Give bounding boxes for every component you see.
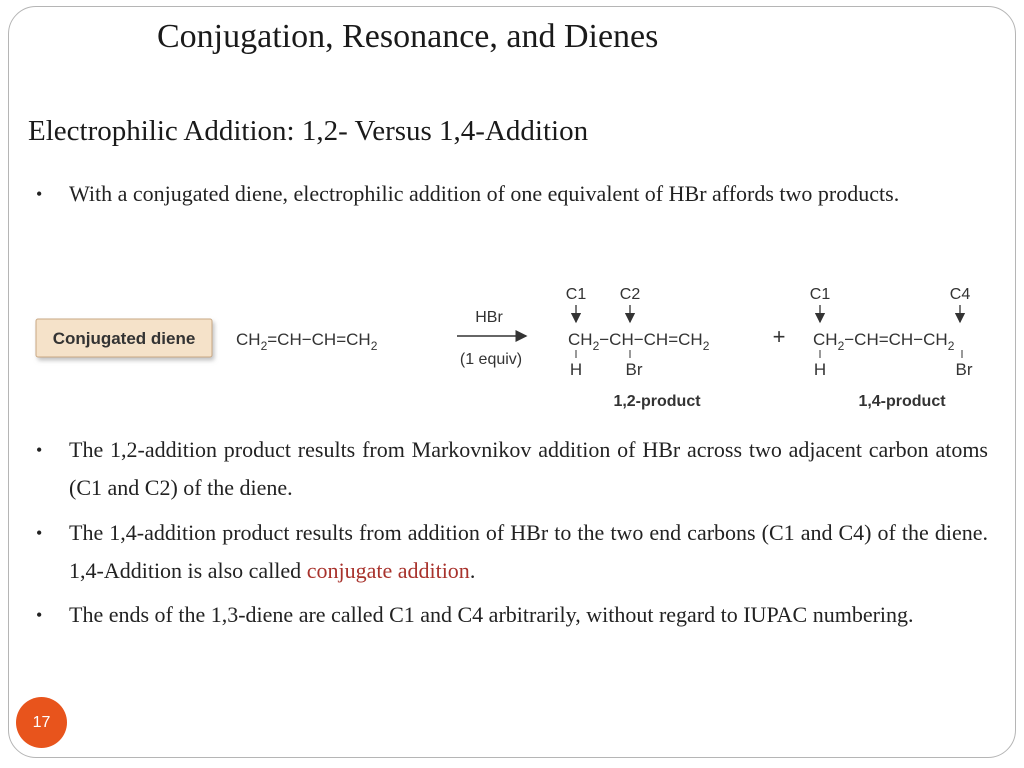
product14-formula: $CH_2-CH=CH-CH_2$ xyxy=(813,330,955,353)
bullet-dot: • xyxy=(36,440,43,460)
reagent-label: HBr xyxy=(475,309,503,326)
bullet-2 xyxy=(36,431,988,507)
bullet-dot: • xyxy=(36,605,43,625)
bullet-1 xyxy=(36,175,988,213)
product12-c1-label: C1 xyxy=(565,286,587,303)
plus-sign: + xyxy=(772,324,786,349)
bullet-2-text: The 1,2-addition product results from Markovnikov addition of HBr across two adjacent carbon atoms (C1 and C2) of the diene. xyxy=(69,437,988,500)
bullet-3-pre: The 1,4-addition product results from addition of HBr to the two end carbons (C1 and C4) of the diene. 1,4-Addition is also called xyxy=(69,520,988,583)
reactant-label: Conjugated diene xyxy=(52,329,196,348)
product14-h: H xyxy=(813,360,827,379)
product12-h: H xyxy=(569,360,583,379)
page-number-badge: 17 xyxy=(16,697,67,748)
slide-subtitle: Electrophilic Addition: 1,2- Versus 1,4-Addition xyxy=(28,115,589,147)
reaction-scheme xyxy=(0,270,1024,420)
bullet-1-text: With a conjugated diene, electrophilic addition of one equivalent of HBr affords two products. xyxy=(69,181,900,206)
product12-formula: $CH_2-CH-CH=CH_2$ xyxy=(568,330,710,353)
bullet-3-text xyxy=(69,514,988,590)
slide-title: Conjugation, Resonance, and Dienes xyxy=(157,18,659,55)
bullet-4-text: The ends of the 1,3-diene are called C1 and C4 arbitrarily, without regard to IUPAC numbering. xyxy=(69,602,914,627)
reactant-formula: $CH_2=CH-CH=CH_2$ xyxy=(236,330,378,353)
bullet-3 xyxy=(36,514,988,590)
bullet-dot: • xyxy=(36,523,43,543)
conditions-label: (1 equiv) xyxy=(459,351,523,368)
product14-c4-label: C4 xyxy=(949,286,971,303)
bullet-3-post: . xyxy=(469,558,476,583)
product14-c1-label: C1 xyxy=(809,286,831,303)
product12-br: Br xyxy=(625,360,643,379)
conjugate-addition-term: conjugate addition xyxy=(306,558,470,583)
product12-name: 1,2-product xyxy=(613,393,701,410)
bullet-4 xyxy=(36,596,988,634)
product14-br: Br xyxy=(955,360,973,379)
bullet-dot: • xyxy=(36,184,43,204)
product12-c2-label: C2 xyxy=(619,286,641,303)
product14-name: 1,4-product xyxy=(858,393,946,410)
